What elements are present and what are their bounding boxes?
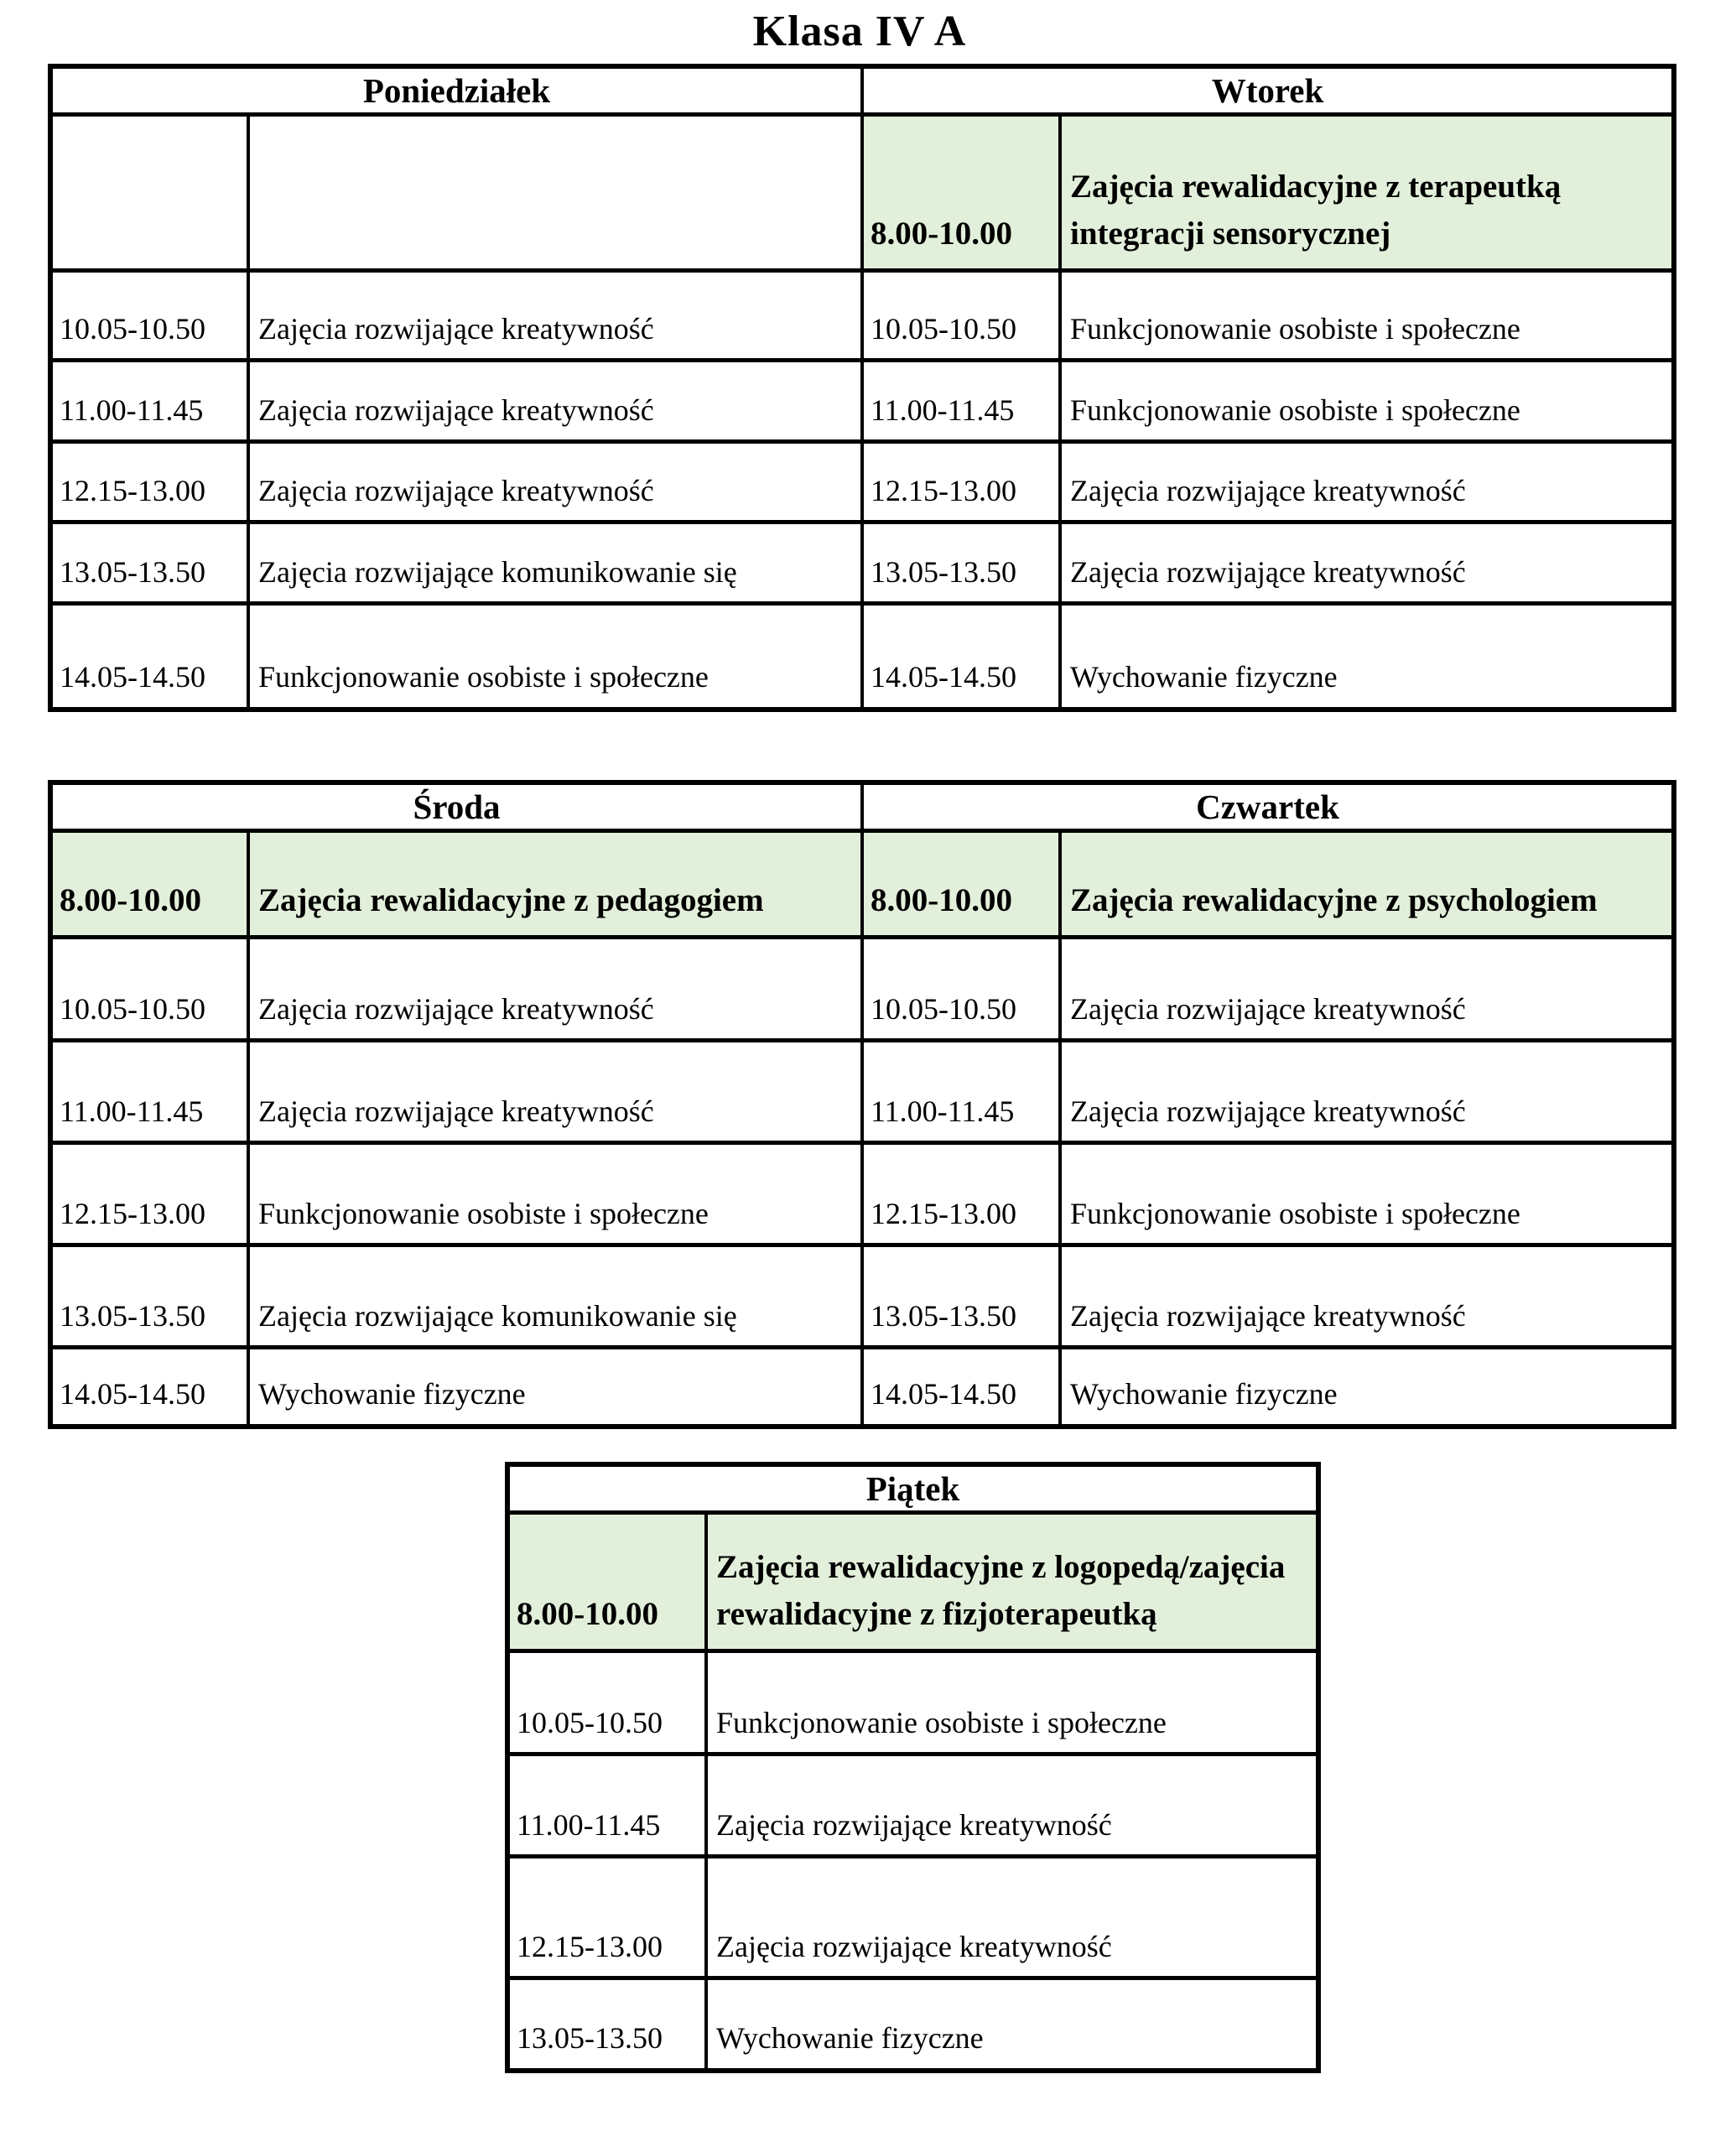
timetable-sroda-czwartek	[48, 780, 1676, 1429]
timetable-row	[507, 1857, 1318, 1978]
timetable-row	[507, 1755, 1318, 1857]
timetable-row	[50, 604, 1674, 710]
subject-cell: Zajęcia rozwijające kreatywność	[1060, 938, 1674, 1041]
timetable-row	[50, 1143, 1674, 1245]
time-cell: 13.05-13.50	[50, 1245, 248, 1348]
subject-cell: Wychowanie fizyczne	[1060, 604, 1674, 710]
subject-cell: Funkcjonowanie osobiste i społeczne	[248, 1143, 862, 1245]
subject-cell: Zajęcia rewalidacyjne z pedagogiem	[248, 831, 862, 938]
subject-cell: Zajęcia rozwijające kreatywność	[248, 271, 862, 361]
subject-cell: Funkcjonowanie osobiste i społeczne	[1060, 1143, 1674, 1245]
timetable-row	[50, 1245, 1674, 1348]
timetable-piatek	[505, 1462, 1321, 2073]
timetable-row	[50, 1348, 1674, 1427]
page-title: Klasa IV A	[752, 8, 967, 55]
subject-cell: Funkcjonowanie osobiste i społeczne	[706, 1651, 1318, 1755]
subject-cell	[248, 115, 862, 271]
subject-cell: Zajęcia rozwijające kreatywność	[1060, 442, 1674, 522]
timetable-row	[507, 1978, 1318, 2071]
time-cell: 14.05-14.50	[862, 604, 1060, 710]
timetable-row	[50, 361, 1674, 442]
subject-cell: Zajęcia rozwijające kreatywność	[706, 1755, 1318, 1857]
subject-cell: Zajęcia rewalidacyjne z logopedą/zajęcia rewalidacyjne z fizjoterapeutką	[706, 1513, 1318, 1651]
time-cell: 12.15-13.00	[50, 442, 248, 522]
timetable-row	[50, 938, 1674, 1041]
day-header: Wtorek	[862, 66, 1674, 115]
subject-cell: Wychowanie fizyczne	[706, 1978, 1318, 2071]
time-cell: 14.05-14.50	[862, 1348, 1060, 1427]
time-cell: 13.05-13.50	[862, 522, 1060, 604]
subject-cell: Funkcjonowanie osobiste i społeczne	[1060, 271, 1674, 361]
time-cell: 11.00-11.45	[862, 1041, 1060, 1143]
time-cell: 11.00-11.45	[50, 1041, 248, 1143]
timetable-row	[50, 115, 1674, 271]
subject-cell: Zajęcia rozwijające komunikowanie się	[248, 1245, 862, 1348]
day-header: Poniedziałek	[50, 66, 862, 115]
subject-cell: Zajęcia rozwijające kreatywność	[248, 442, 862, 522]
subject-cell: Funkcjonowanie osobiste i społeczne	[248, 604, 862, 710]
time-cell: 12.15-13.00	[862, 442, 1060, 522]
time-cell: 12.15-13.00	[50, 1143, 248, 1245]
subject-cell: Zajęcia rozwijające kreatywność	[1060, 1041, 1674, 1143]
subject-cell: Wychowanie fizyczne	[1060, 1348, 1674, 1427]
time-cell: 10.05-10.50	[50, 938, 248, 1041]
time-cell: 12.15-13.00	[507, 1857, 706, 1978]
timetable-row	[50, 831, 1674, 938]
time-cell: 11.00-11.45	[507, 1755, 706, 1857]
time-cell: 10.05-10.50	[507, 1651, 706, 1755]
timetable-row	[507, 1513, 1318, 1651]
subject-cell: Zajęcia rozwijające kreatywność	[248, 1041, 862, 1143]
timetable-row	[50, 522, 1674, 604]
day-header: Czwartek	[862, 782, 1674, 831]
time-cell: 13.05-13.50	[862, 1245, 1060, 1348]
time-cell: 11.00-11.45	[50, 361, 248, 442]
subject-cell: Zajęcia rozwijające kreatywność	[248, 938, 862, 1041]
day-header: Piątek	[507, 1464, 1318, 1513]
time-cell: 8.00-10.00	[862, 831, 1060, 938]
time-cell: 13.05-13.50	[507, 1978, 706, 2071]
timetable-row	[50, 271, 1674, 361]
time-cell: 10.05-10.50	[862, 938, 1060, 1041]
subject-cell: Wychowanie fizyczne	[248, 1348, 862, 1427]
timetable-row	[50, 1041, 1674, 1143]
subject-cell: Funkcjonowanie osobiste i społeczne	[1060, 361, 1674, 442]
timetable-row	[507, 1651, 1318, 1755]
subject-cell: Zajęcia rozwijające komunikowanie się	[248, 522, 862, 604]
subject-cell: Zajęcia rewalidacyjne z terapeutką integracji sensorycznej	[1060, 115, 1674, 271]
timetable-poniedzialek-wtorek	[48, 64, 1676, 712]
subject-cell: Zajęcia rozwijające kreatywność	[1060, 522, 1674, 604]
timetable-row	[50, 442, 1674, 522]
time-cell: 14.05-14.50	[50, 604, 248, 710]
subject-cell: Zajęcia rewalidacyjne z psychologiem	[1060, 831, 1674, 938]
day-header: Środa	[50, 782, 862, 831]
subject-cell: Zajęcia rozwijające kreatywność	[706, 1857, 1318, 1978]
time-cell: 10.05-10.50	[50, 271, 248, 361]
time-cell: 12.15-13.00	[862, 1143, 1060, 1245]
time-cell	[50, 115, 248, 271]
time-cell: 13.05-13.50	[50, 522, 248, 604]
time-cell: 11.00-11.45	[862, 361, 1060, 442]
time-cell: 8.00-10.00	[862, 115, 1060, 271]
time-cell: 10.05-10.50	[862, 271, 1060, 361]
time-cell: 14.05-14.50	[50, 1348, 248, 1427]
time-cell: 8.00-10.00	[50, 831, 248, 938]
subject-cell: Zajęcia rozwijające kreatywność	[248, 361, 862, 442]
time-cell: 8.00-10.00	[507, 1513, 706, 1651]
subject-cell: Zajęcia rozwijające kreatywność	[1060, 1245, 1674, 1348]
